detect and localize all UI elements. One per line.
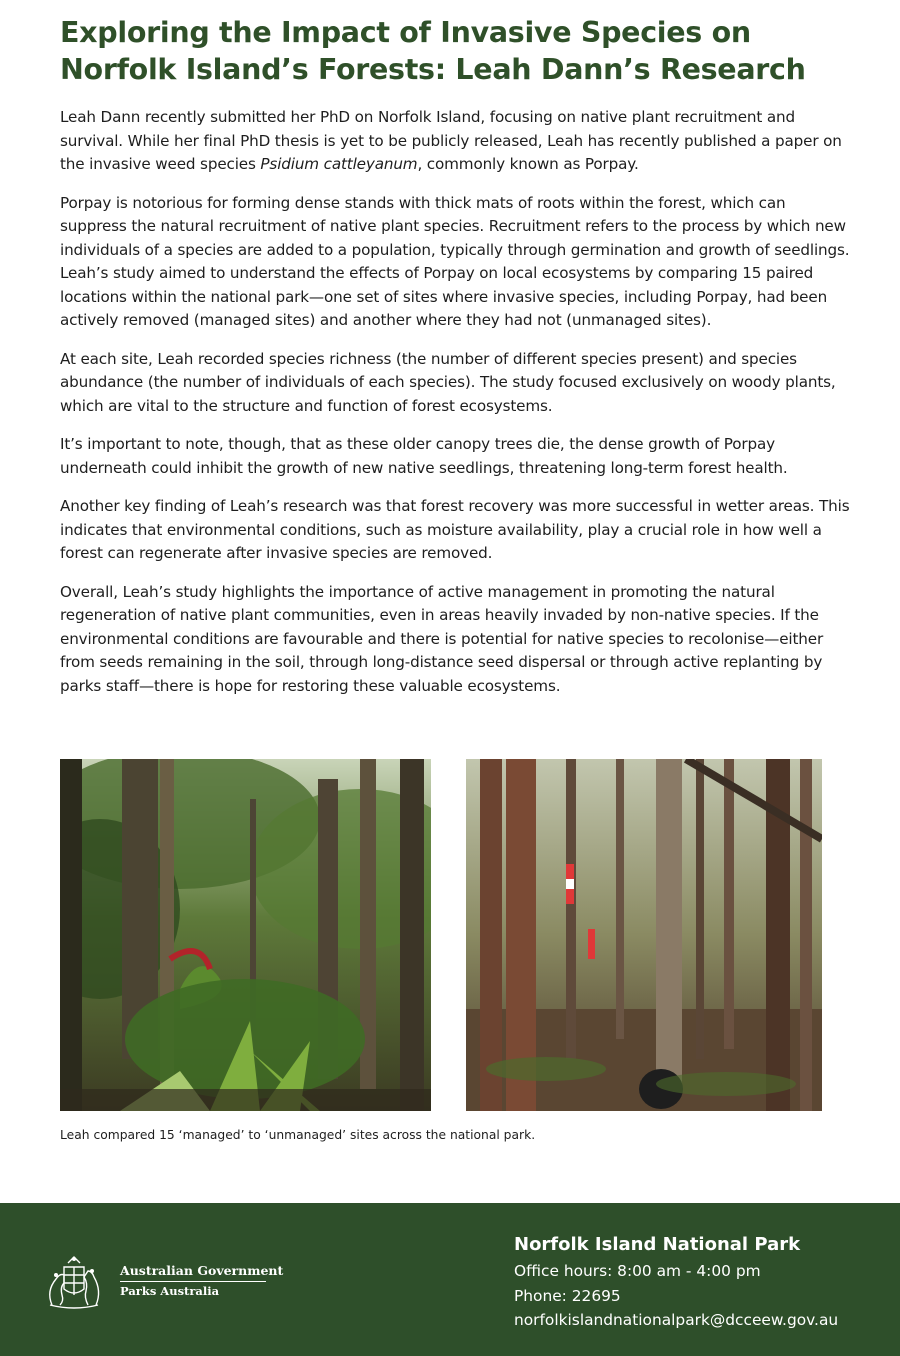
paragraph-conclusion: Overall, Leah’s study highlights the importance of active management in promoting the natural regeneration of native plant communities, even in areas heavily invaded by non-native species. If the environmental conditions are favourable and there is potential for native species to recolonise—either from seeds remaining in the soil, through long-distance seed dispersal or through active replanting by parks staff—there is hope for restoring these valuable ecosystems.	[60, 582, 824, 695]
paragraph-intro-tail: , commonly known as Porpay.	[417, 155, 639, 173]
paragraph-canopy-note: It’s important to note, though, that as these older canopy trees die, the dense growth of Porpay underneath could inhibit the growth of new native seedlings, threatening long-term forest health.	[60, 435, 788, 477]
species-name: Psidium cattleyanum	[260, 155, 418, 173]
photo-caption: Leah compared 15 ‘managed’ to ‘unmanaged’ sites across the national park.	[60, 1128, 536, 1142]
phone-number: Phone: 22695	[514, 1286, 621, 1305]
unmanaged-forest-photo	[466, 759, 822, 1111]
logo-divider	[120, 1281, 266, 1282]
email-address[interactable]: norfolkislandnationalpark@dcceew.gov.au	[514, 1311, 839, 1329]
managed-forest-photo-icon	[60, 759, 431, 1111]
coat-of-arms-icon	[34, 1253, 114, 1313]
office-hours: Office hours: 8:00 am - 4:00 pm	[514, 1262, 761, 1280]
page-title	[60, 14, 860, 88]
page-title-line-2: Norfolk Island’s Forests: Leah Dann’s Research	[60, 53, 806, 86]
article-body	[60, 106, 850, 713]
managed-forest-photo	[60, 759, 431, 1111]
park-name: Norfolk Island National Park	[514, 1234, 801, 1255]
logo-government-text: Australian Government	[120, 1263, 284, 1278]
paragraph-porpay: Porpay is notorious for forming dense stands with thick mats of roots within the forest, which can suppress the natural recruitment of native plant species. Recruitment refers to the process by which new individuals of a species are added to a population, typically through germination and growth of seedlings. Leah’s study aimed to understand the effects of Porpay on local ecosystems by comparing 15 paired locations within the national park—one set of sites where invasive species, including Porpay, had been actively removed (managed sites) and another where they had not (unmanaged sites).	[60, 193, 850, 329]
unmanaged-forest-photo-icon	[466, 759, 822, 1111]
paragraph-intro	[60, 106, 850, 177]
page-title-line-1: Exploring the Impact of Invasive Species on	[60, 16, 751, 49]
logo-agency-text: Parks Australia	[120, 1284, 220, 1298]
contact-block	[514, 1231, 894, 1333]
footer	[0, 1203, 900, 1356]
government-logo	[34, 1253, 284, 1313]
paragraph-intro-text: Leah Dann recently submitted her PhD on Norfolk Island, focusing on native plant recruitment and survival. While her final PhD thesis is yet to be publicly released, Leah has recently published a paper on the invasive weed species	[60, 108, 842, 173]
paragraph-site-survey: At each site, Leah recorded species richness (the number of different species present) and species abundance (the number of individuals of each species). The study focused exclusively on woody plants, which are vital to the structure and function of forest ecosystems.	[60, 349, 836, 415]
paragraph-key-finding: Another key finding of Leah’s research was that forest recovery was more successful in wetter areas. This indicates that environmental conditions, such as moisture availability, play a crucial role in how well a forest can regenerate after invasive species are removed.	[60, 497, 850, 562]
